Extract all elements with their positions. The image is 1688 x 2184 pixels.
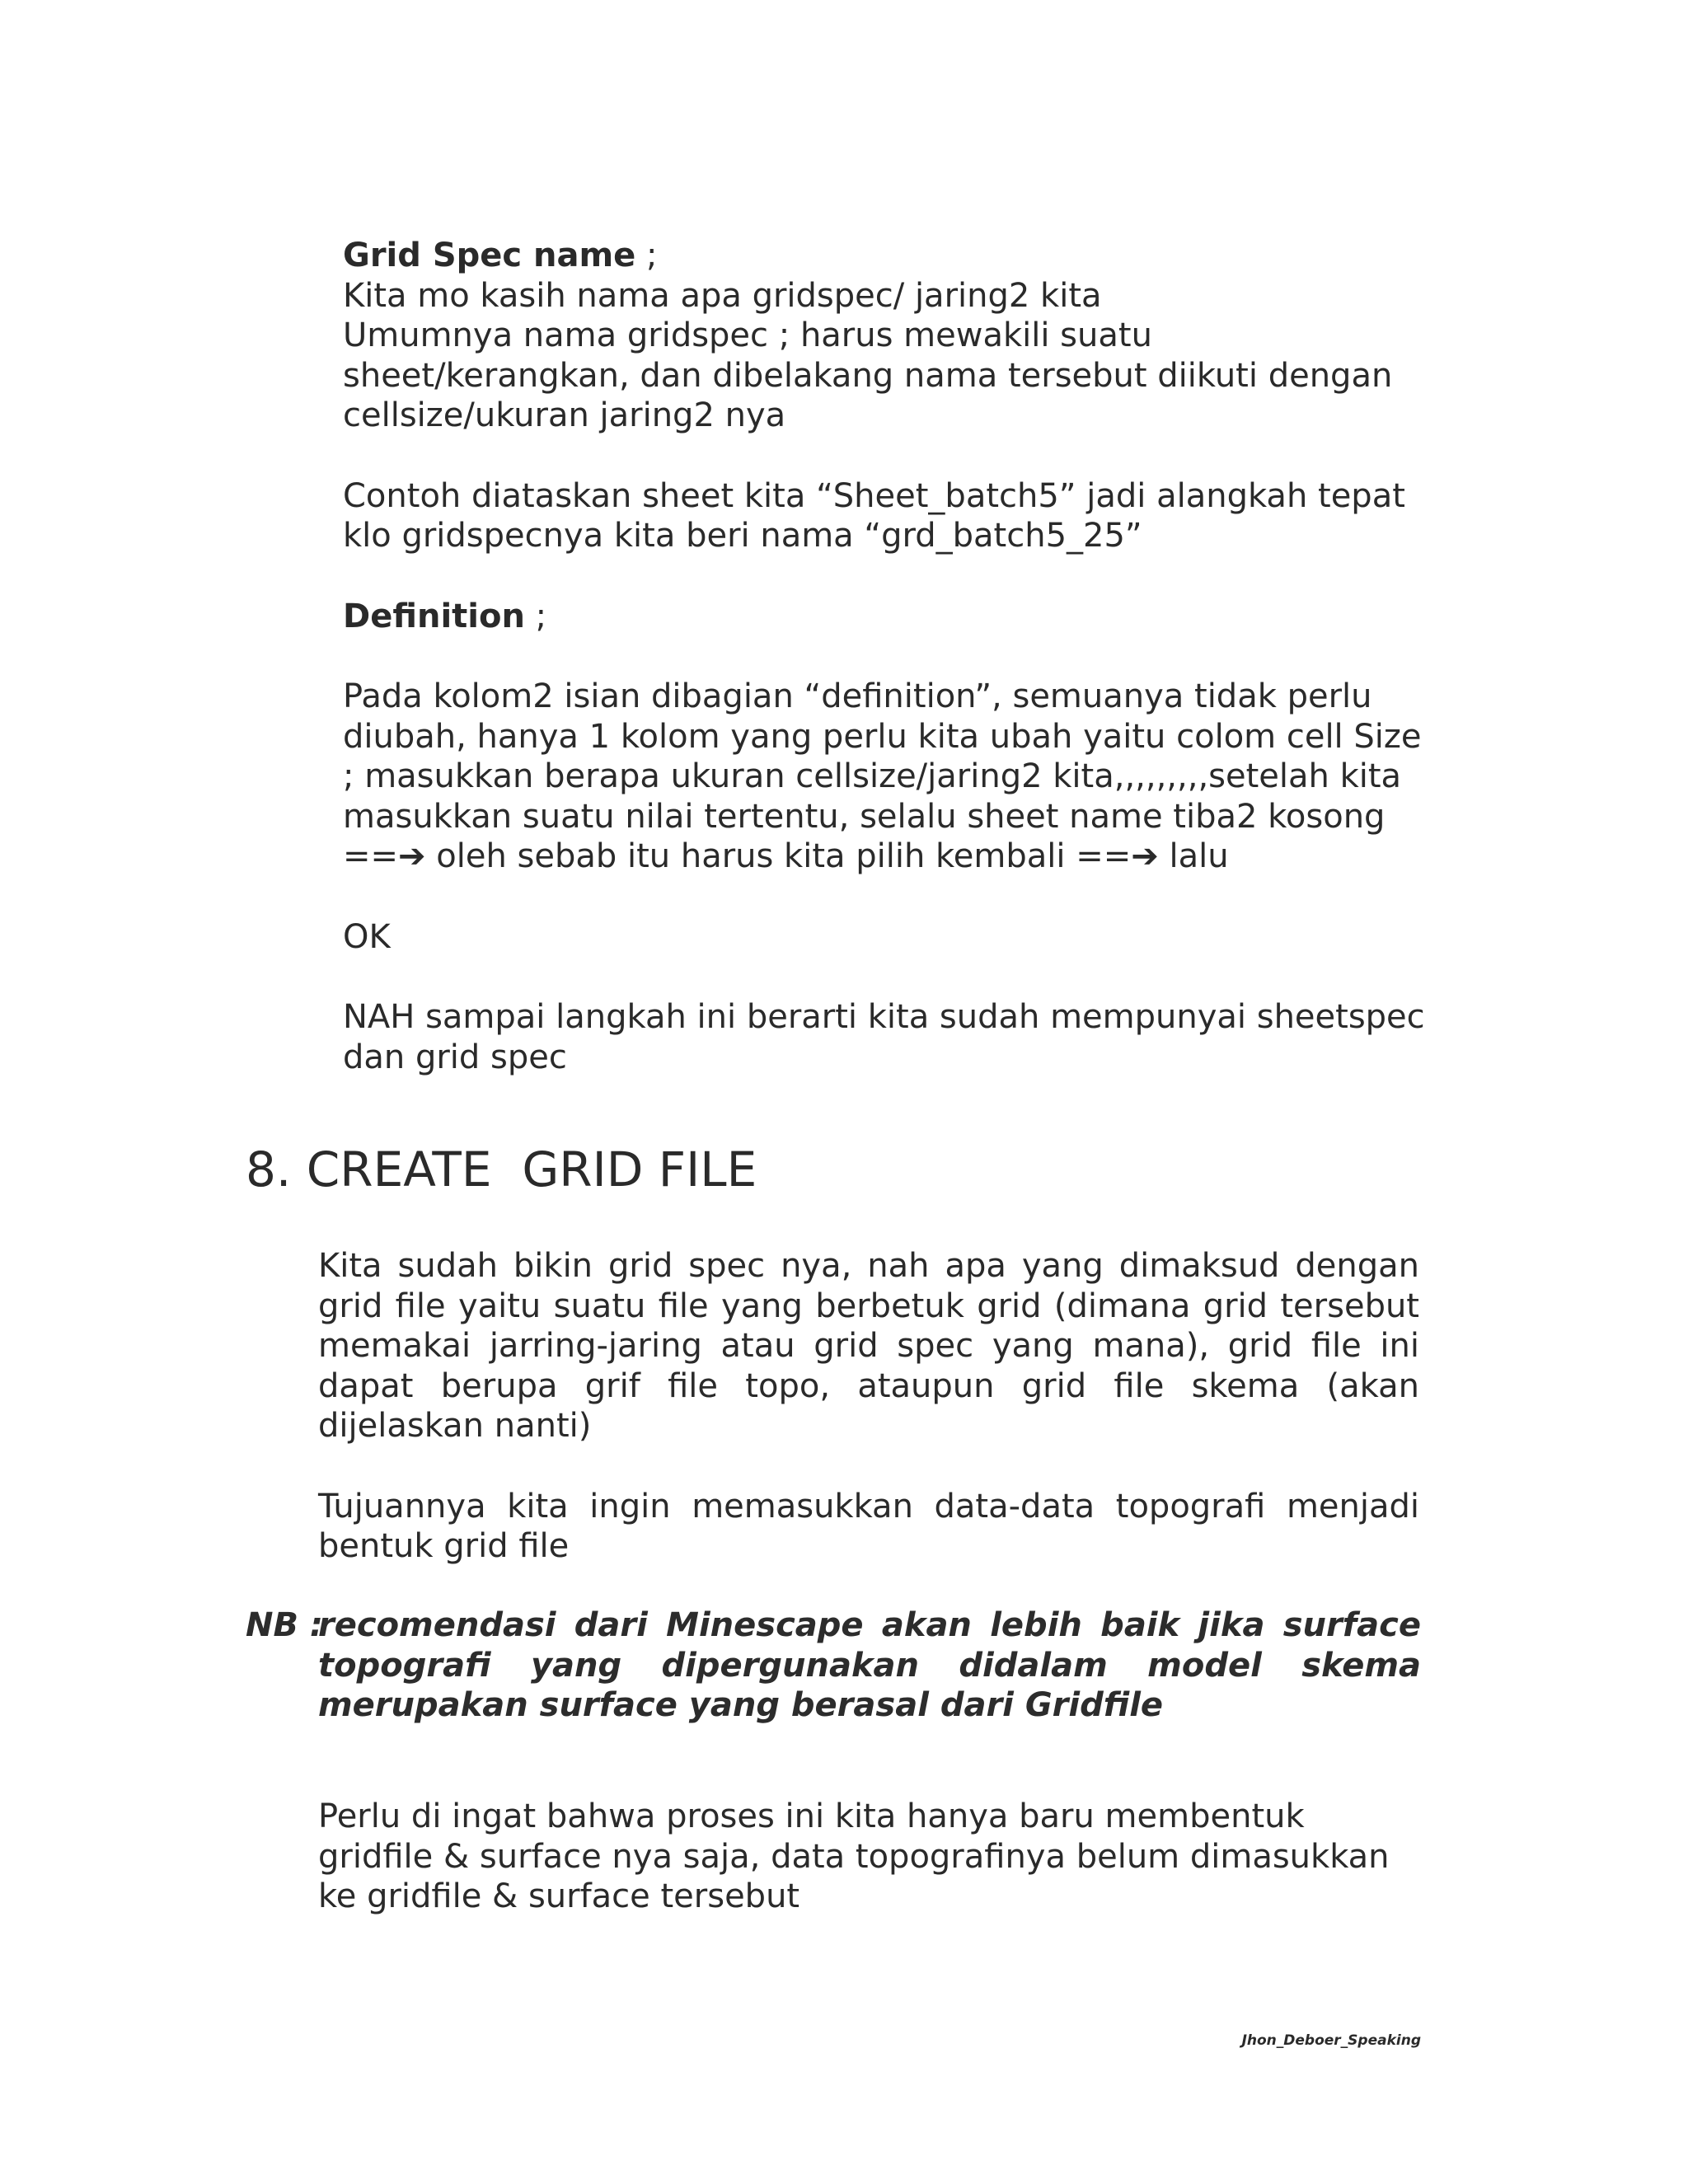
nb-label: NB : bbox=[246, 1606, 323, 1644]
gridspec-section bbox=[343, 236, 1439, 1118]
note-paragraph: Perlu di ingat bahwa proses ini kita hanya baru membentuk gridfile & surface nya saja, data topografinya belum dimasukkan ke gridfile & surface tersebut bbox=[318, 1797, 1390, 1915]
definition-label: Definition bbox=[343, 597, 525, 635]
definition-paragraph bbox=[343, 677, 1439, 877]
summary-paragraph: NAH sampai langkah ini berarti kita sudah mempunyai sheetspec dan grid spec bbox=[343, 998, 1425, 1076]
gridspec-name-text: Kita mo kasih nama apa gridspec/ jaring2 kita Umumnya nama gridspec ; harus mewakili suatu sheet/kerangkan, dan dibelakang nama tersebut diikuti dengan cellsize/ukuran jaring2 nya bbox=[343, 276, 1393, 434]
note-section bbox=[318, 1797, 1419, 1917]
definition-label-suffix: ; bbox=[524, 597, 547, 635]
footer-signature: Jhon_Deboer_Speaking bbox=[1241, 2032, 1421, 2049]
ok-paragraph: OK bbox=[343, 917, 391, 956]
gridfile-paragraph-1: Kita sudah bikin grid spec nya, nah apa yang dimaksud dengan grid file yaitu suatu file yang berbetuk grid (dimana grid tersebut memakai jarring-jaring atau grid spec yang mana), grid file ini dapat berupa grif file topo, ataupun grid file skema (akan dijelaskan nanti) bbox=[318, 1247, 1419, 1445]
nb-body: recomendasi dari Minescape akan lebih baik jika surface topografi yang dipergunakan didalam model skema merupakan surface yang berasal dari Gridfile bbox=[318, 1606, 1421, 1724]
gridspec-example-paragraph: Contoh diataskan sheet kita “Sheet_batch5” jadi alangkah tepat klo gridspecnya kita beri nama “grd_batch5_25” bbox=[343, 476, 1405, 555]
section-heading: 8. CREATE GRID FILE bbox=[246, 1141, 757, 1197]
definition-last-b: oleh sebab itu harus kita pilih kembali == bbox=[425, 837, 1132, 875]
right-arrow-icon: ➔ bbox=[1131, 837, 1159, 875]
definition-text: Pada kolom2 isian dibagian “definition”, semuanya tidak perlu diubah, hanya 1 kolom yang perlu kita ubah yaitu colom cell Size ; masukkan berapa ukuran cellsize/jaring2 kita,,,,,,,,,setelah kita masukkan suatu nilai tertentu, selalu sheet name tiba2 kosong bbox=[343, 677, 1422, 836]
gridspec-name-paragraph bbox=[343, 236, 1439, 436]
gridspec-name-label: Grid Spec name bbox=[343, 237, 636, 274]
right-arrow-icon: ➔ bbox=[398, 837, 426, 875]
gridfile-section bbox=[318, 1246, 1419, 1607]
gridfile-paragraph-2: Tujuannya kita ingin memasukkan data-data topografi menjadi bentuk grid file bbox=[318, 1487, 1419, 1565]
gridspec-name-label-suffix: ; bbox=[635, 237, 658, 274]
definition-heading bbox=[343, 597, 1439, 637]
definition-last-a: == bbox=[343, 837, 399, 875]
definition-last-c: lalu bbox=[1158, 837, 1229, 875]
nb-note bbox=[246, 1605, 1421, 1726]
